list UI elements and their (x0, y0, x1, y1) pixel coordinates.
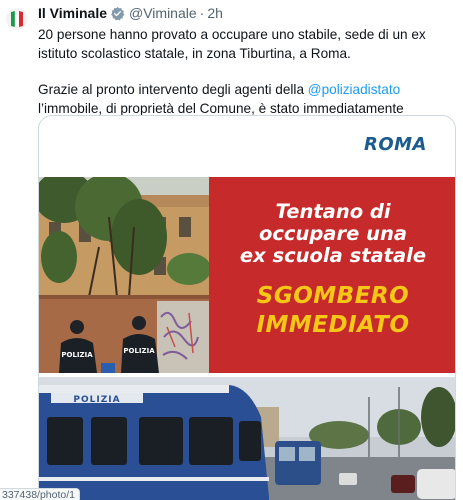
author-handle[interactable]: @Viminale (129, 5, 197, 21)
media-card[interactable] (38, 115, 456, 500)
separator-dot: · (199, 5, 205, 21)
status-url-tooltip: 337438/photo/1 (0, 488, 80, 500)
tweet-text-before-mention: Grazie al pronto intervento degli agenti della (38, 82, 308, 97)
avatar[interactable] (6, 8, 28, 30)
headline-line-1: Tentano di (275, 200, 391, 223)
author-name[interactable]: Il Viminale (38, 5, 107, 21)
van-label: POLIZIA (73, 395, 121, 405)
photo-police-van (39, 377, 456, 500)
headline-panel (209, 177, 456, 373)
verified-badge-icon (110, 6, 125, 21)
headline-line-2: occupare una (258, 222, 408, 245)
vest-label-left: POLIZIA (61, 351, 93, 359)
italian-flag-icon (6, 8, 28, 30)
highlight-line-2: IMMEDIATO (256, 312, 410, 338)
photo-building-police (39, 177, 209, 373)
headline (209, 201, 456, 267)
headline-line-3: ex scuola statale (239, 244, 427, 267)
highlight-text (209, 282, 456, 340)
tweet-text-after-mention: l’immobile, di proprietà del Comune, è stato immediatamente (38, 100, 404, 116)
tweet-timestamp[interactable]: 2h (207, 5, 223, 21)
mention-link[interactable]: @poliziadistato (307, 82, 401, 97)
tweet-paragraph-1: 20 persone hanno provato a occupare uno stabile, sede di un ex istituto scolastico statale, in zona Tiburtina, a Roma. (38, 27, 426, 61)
highlight-line-1: SGOMBERO (256, 283, 410, 309)
vest-label-right: POLIZIA (123, 347, 155, 355)
city-label: ROMA (363, 134, 427, 155)
tweet-header (38, 5, 223, 21)
